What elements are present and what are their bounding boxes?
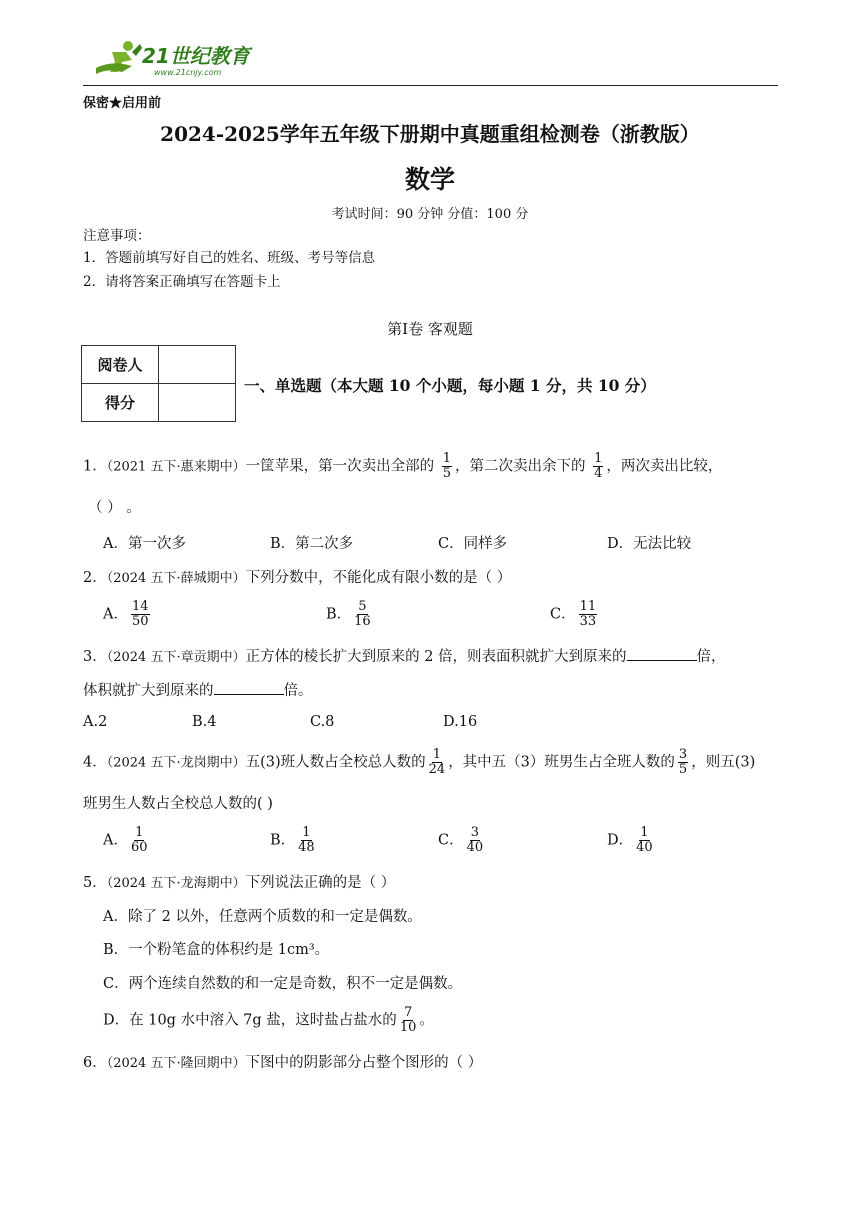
- exam-info: 考试时间：90 分钟 分值：100 分: [331, 207, 529, 222]
- reviewer-label: 阅卷人: [82, 346, 159, 384]
- option[interactable]: A． $\frac{14}{50}$: [103, 599, 149, 629]
- option[interactable]: B．一个粉笔盒的体积约是 1cm³。: [103, 942, 330, 958]
- option[interactable]: B.4: [192, 714, 217, 730]
- note-item: 2．请将答案正确填写在答题卡上: [83, 274, 281, 290]
- question-text: ，第二次卖出余下的: [454, 458, 586, 475]
- volume-title: 第Ⅰ卷 客观题: [387, 320, 473, 338]
- question-text: 正方体的棱长扩大到原来的 2 倍，则表面积就扩大到原来的: [245, 649, 627, 665]
- logo-text: 21世纪教育: [142, 44, 250, 68]
- question-text: 五(3)班人数占全校总人数的: [245, 754, 426, 771]
- section-title: 一、单选题（本大题 10 个小题，每小题 1 分，共 10 分）: [244, 376, 656, 395]
- question-4-line2: 班男生人数占全校总人数的( ): [83, 796, 273, 812]
- option[interactable]: B．第二次多: [270, 536, 354, 552]
- fraction: $\frac{3}{5}$: [678, 747, 688, 777]
- question-4: [83, 748, 755, 777]
- secret-label: 保密★启用前: [83, 96, 162, 111]
- question-number: 6．: [83, 1055, 107, 1071]
- question-number: 3．: [83, 649, 107, 665]
- score-cell[interactable]: [159, 384, 236, 422]
- question-number: 4．: [83, 754, 107, 771]
- question-source: （2024 五下·薛城期中）: [106, 571, 246, 586]
- answer-blank[interactable]: [214, 680, 284, 695]
- question-3-line2: [83, 679, 313, 700]
- question-5: [83, 871, 395, 892]
- reviewer-cell[interactable]: [159, 346, 236, 384]
- question-text: 下列分数中，不能化成有限小数的是（ ）: [245, 570, 512, 586]
- option[interactable]: A．除了 2 以外，任意两个质数的和一定是偶数。: [103, 909, 422, 925]
- question-number: 1．: [83, 458, 107, 475]
- option[interactable]: B． $\frac{5}{16}$: [326, 599, 371, 629]
- score-label: 得分: [82, 384, 159, 422]
- fraction: $\frac{1}{5}$: [442, 451, 451, 481]
- question-1: [83, 452, 722, 481]
- option[interactable]: D．在 10g 水中溶入 7g 盐，这时盐占盐水的 $\frac{7}{10}$ 。: [103, 1005, 434, 1035]
- fraction: $\frac{1}{4}$: [594, 451, 603, 481]
- option[interactable]: A．第一次多: [103, 536, 186, 552]
- question-text: 体积就扩大到原来的: [83, 683, 214, 699]
- question-text: 下列说法正确的是（ ）: [245, 875, 396, 891]
- fraction: $\frac{1}{24}$: [428, 747, 446, 777]
- option[interactable]: A． $\frac{1}{60}$: [103, 825, 148, 855]
- option[interactable]: C．同样多: [438, 536, 508, 552]
- question-text: 下图中的阴影部分占整个图形的（ ）: [245, 1055, 483, 1071]
- question-2: [83, 566, 511, 587]
- option[interactable]: D． $\frac{1}{40}$: [607, 825, 653, 855]
- question-text: ，两次卖出比较，: [606, 458, 723, 475]
- option[interactable]: C.8: [310, 714, 335, 730]
- page-title: 2024-2025学年五年级下册期中真题重组检测卷（浙教版）: [160, 122, 700, 146]
- question-6: [83, 1051, 482, 1072]
- question-text: 倍，: [696, 649, 726, 665]
- option[interactable]: A.2: [83, 714, 108, 730]
- question-1-line2: （ ） 。: [88, 500, 141, 516]
- logo-url: www.21cnjy.com: [154, 68, 222, 77]
- question-source: （2024 五下·龙岗期中）: [106, 755, 246, 771]
- option[interactable]: B． $\frac{1}{48}$: [270, 825, 315, 855]
- question-text: ，其中五（3）班男生占全班人数的: [448, 754, 675, 771]
- question-source: （2024 五下·隆回期中）: [106, 1056, 246, 1071]
- question-source: （2021 五下·惠来期中）: [106, 459, 246, 475]
- question-number: 2．: [83, 570, 107, 586]
- option[interactable]: C． $\frac{3}{40}$: [438, 825, 484, 855]
- option[interactable]: C．两个连续自然数的和一定是奇数，积不一定是偶数。: [103, 976, 463, 992]
- notes-heading: 注意事项：: [83, 228, 151, 244]
- note-item: 1．答题前填写好自己的姓名、班级、考号等信息: [83, 250, 376, 266]
- header-divider: [83, 85, 778, 86]
- question-source: （2024 五下·章贡期中）: [106, 650, 246, 665]
- logo: [92, 38, 262, 80]
- question-text: ，则五(3): [691, 754, 756, 771]
- option[interactable]: C． $\frac{11}{33}$: [550, 599, 597, 629]
- subject-title: 数学: [404, 165, 455, 194]
- question-source: （2024 五下·龙海期中）: [106, 876, 246, 891]
- option[interactable]: D.16: [443, 714, 478, 730]
- answer-blank[interactable]: [627, 646, 697, 661]
- option[interactable]: D．无法比较: [607, 536, 692, 552]
- score-table: [81, 345, 236, 422]
- question-text: 一筐苹果，第一次卖出全部的: [245, 458, 435, 475]
- question-number: 5．: [83, 875, 107, 891]
- question-text: 倍。: [283, 683, 313, 699]
- question-3: [83, 645, 726, 666]
